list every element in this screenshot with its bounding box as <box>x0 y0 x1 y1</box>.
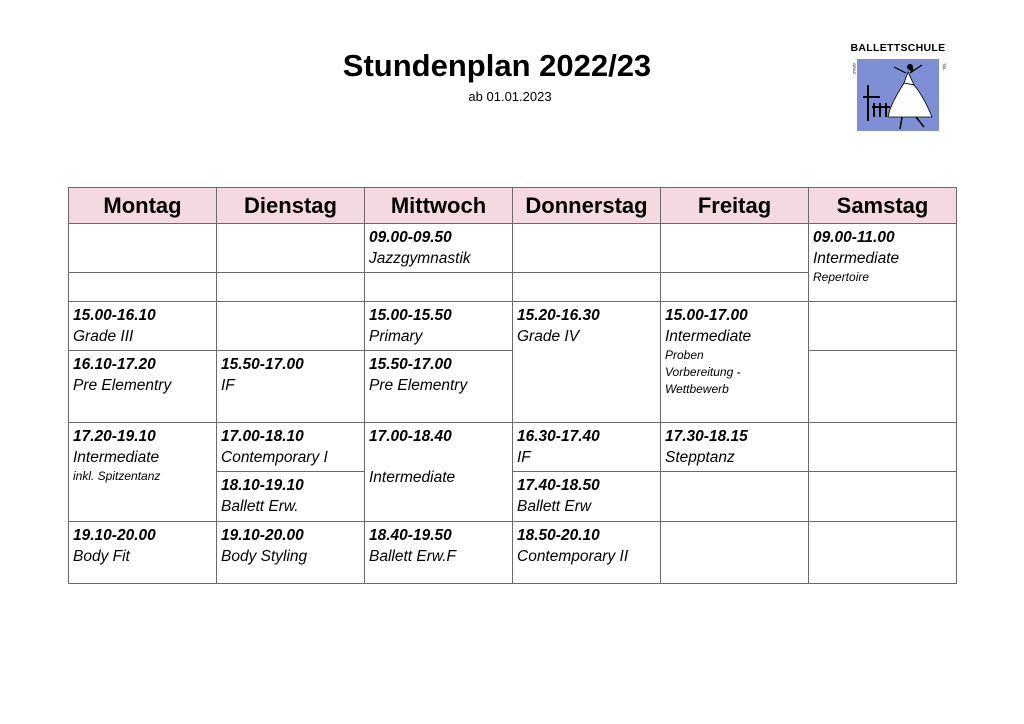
empty-cell <box>217 273 365 302</box>
empty-cell <box>217 224 365 273</box>
day-header-wednesday: Mittwoch <box>365 188 513 224</box>
empty-cell <box>217 302 365 351</box>
class-time: 16.30-17.40 <box>517 428 600 445</box>
class-time: 15.00-17.00 <box>665 307 748 324</box>
class-cell-monday <box>69 302 217 351</box>
class-cell-wednesday <box>365 351 513 423</box>
class-name: Body Fit <box>73 548 130 565</box>
empty-cell <box>513 224 661 273</box>
class-time: 17.30-18.15 <box>665 428 748 445</box>
class-name: IF <box>517 449 531 466</box>
class-time: 09.00-09.50 <box>369 229 452 246</box>
class-time: 17.00-18.10 <box>221 428 304 445</box>
class-time: 09.00-11.00 <box>813 229 895 246</box>
day-header-thursday: Donnerstag <box>513 188 661 224</box>
class-note: Proben <box>665 348 704 362</box>
class-name: Intermediate <box>665 328 752 345</box>
empty-cell <box>809 351 957 423</box>
class-cell-wednesday <box>365 302 513 351</box>
class-cell-thursday <box>513 423 661 472</box>
class-name: Primary <box>369 328 423 345</box>
class-name: Ballett Erw.F <box>369 548 456 565</box>
class-time: 15.50-17.00 <box>369 356 452 373</box>
table-row <box>69 423 957 472</box>
class-time: 18.40-19.50 <box>369 527 452 544</box>
class-time: 17.20-19.10 <box>73 428 156 445</box>
class-name: Grade III <box>73 328 134 345</box>
class-cell-friday <box>661 302 809 423</box>
empty-cell <box>69 273 217 302</box>
class-cell-tuesday <box>217 472 365 522</box>
class-name: Intermediate <box>813 250 900 267</box>
class-cell-tuesday <box>217 423 365 472</box>
class-cell-saturday <box>809 224 957 302</box>
school-logo <box>846 42 950 134</box>
class-name: Ballett Erw <box>517 498 592 515</box>
class-note: Wettbewerb <box>665 382 729 396</box>
class-cell-wednesday <box>365 522 513 584</box>
day-header-friday: Freitag <box>661 188 809 224</box>
day-header-tuesday: Dienstag <box>217 188 365 224</box>
schedule-table <box>68 187 957 584</box>
empty-cell <box>69 224 217 273</box>
class-cell-tuesday <box>217 522 365 584</box>
table-row <box>69 302 957 351</box>
class-name: Pre Elementry <box>369 377 468 394</box>
class-time: 19.10-20.00 <box>221 527 304 544</box>
class-note: inkl. Spitzentanz <box>73 469 161 483</box>
class-cell-monday <box>69 522 217 584</box>
empty-cell <box>513 273 661 302</box>
page-subtitle: ab 01.01.2023 <box>468 89 552 104</box>
empty-cell <box>809 472 957 522</box>
empty-cell <box>809 522 957 584</box>
empty-cell <box>809 423 957 472</box>
empty-cell <box>661 472 809 522</box>
class-time: 15.20-16.30 <box>517 307 600 324</box>
class-name: Intermediate <box>73 449 160 466</box>
table-row <box>69 224 957 273</box>
class-name: Intermediate <box>369 469 456 486</box>
class-cell-wednesday <box>365 224 513 273</box>
empty-cell <box>661 522 809 584</box>
empty-cell <box>661 273 809 302</box>
day-header-monday: Montag <box>69 188 217 224</box>
class-name: Pre Elementry <box>73 377 172 394</box>
class-note: Vorbereitung - <box>665 365 741 379</box>
class-name: Stepptanz <box>665 449 735 466</box>
class-time: 18.10-19.10 <box>221 477 304 494</box>
svg-text:GRAZ: GRAZ <box>852 63 857 75</box>
class-name: Jazzgymnastik <box>369 250 471 267</box>
class-time: 15.50-17.00 <box>221 356 304 373</box>
class-cell-monday <box>69 423 217 522</box>
empty-cell <box>661 224 809 273</box>
dancer-logo-icon <box>850 55 950 133</box>
class-cell-monday <box>69 351 217 423</box>
class-cell-thursday <box>513 522 661 584</box>
logo-text: BALLETTSCHULE <box>850 42 946 54</box>
class-time: 19.10-20.00 <box>73 527 156 544</box>
class-name: Contemporary I <box>221 449 328 466</box>
table-row <box>69 522 957 584</box>
class-time: 15.00-16.10 <box>73 307 156 324</box>
class-cell-thursday <box>513 302 661 423</box>
empty-cell <box>809 302 957 351</box>
day-header-row <box>69 188 957 224</box>
class-cell-thursday <box>513 472 661 522</box>
class-time: 15.00-15.50 <box>369 307 452 324</box>
class-note: Repertoire <box>813 270 870 284</box>
svg-text:TEL.: TEL. <box>942 63 947 72</box>
class-cell-wednesday <box>365 423 513 522</box>
class-cell-friday <box>661 423 809 472</box>
class-cell-tuesday <box>217 351 365 423</box>
class-time: 17.40-18.50 <box>517 477 600 494</box>
page-title: Stundenplan 2022/23 <box>342 48 652 83</box>
class-name: Grade IV <box>517 328 580 345</box>
class-time: 16.10-17.20 <box>73 356 156 373</box>
class-name: Ballett Erw. <box>221 498 299 515</box>
empty-cell <box>365 273 513 302</box>
day-header-saturday: Samstag <box>809 188 957 224</box>
class-time: 18.50-20.10 <box>517 527 600 544</box>
class-name: IF <box>221 377 235 394</box>
class-name: Body Styling <box>221 548 308 565</box>
class-name: Contemporary II <box>517 548 629 565</box>
class-time: 17.00-18.40 <box>369 428 452 445</box>
